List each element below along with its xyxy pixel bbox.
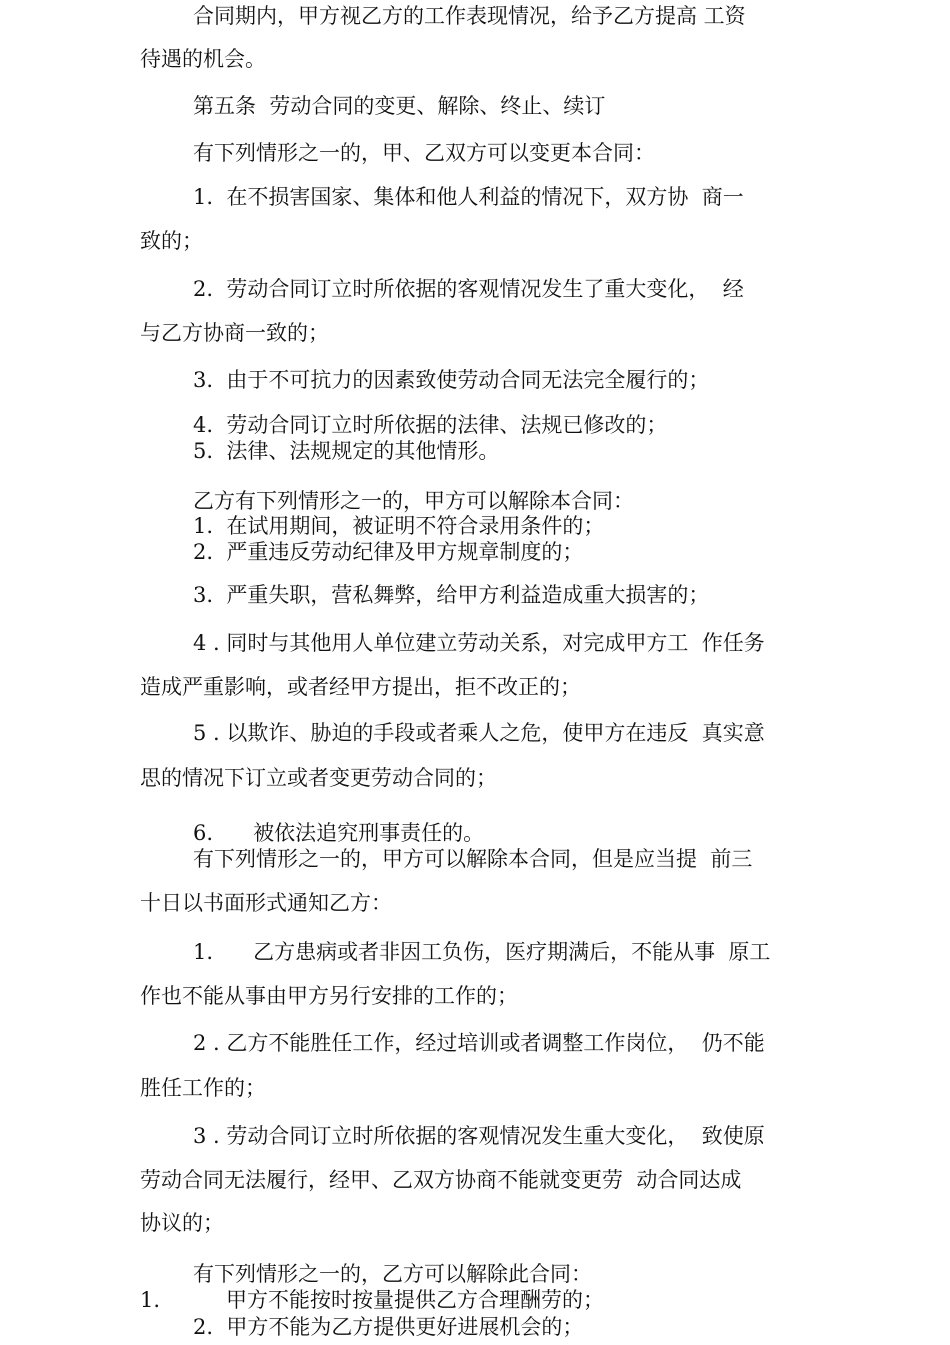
list-item: 1. 在试用期间，被证明不符合录用条件的； bbox=[193, 514, 605, 538]
list-item-continuation: 作也不能从事由甲方另行安排的工作的； bbox=[140, 984, 518, 1008]
list-item: 3 . 劳动合同订立时所依据的客观情况发生重大变化， 致使原 bbox=[193, 1124, 765, 1148]
list-item: 4 . 同时与其他用人单位建立劳动关系，对完成甲方工 作任务 bbox=[193, 631, 765, 655]
list-item: 3. 严重失职，营私舞弊，给甲方利益造成重大损害的； bbox=[193, 583, 710, 607]
paragraph-line: 有下列情形之一的，甲、乙双方可以变更本合同： bbox=[193, 141, 655, 165]
paragraph-line: 乙方有下列情形之一的，甲方可以解除本合同： bbox=[193, 489, 634, 513]
list-item-continuation: 劳动合同无法履行，经甲、乙双方协商不能就变更劳 动合同达成 bbox=[140, 1168, 742, 1192]
list-item: 5. 法律、法规规定的其他情形。 bbox=[193, 439, 500, 463]
list-item-continuation: 协议的； bbox=[140, 1211, 224, 1235]
list-item: 2. 严重违反劳动纪律及甲方规章制度的； bbox=[193, 540, 584, 564]
list-item: 1. 乙方患病或者非因工负伤，医疗期满后，不能从事 原工 bbox=[193, 940, 771, 964]
list-item: 4. 劳动合同订立时所依据的法律、法规已修改的； bbox=[193, 413, 668, 437]
list-item: 2 . 乙方不能胜任工作，经过培训或者调整工作岗位， 仍不能 bbox=[193, 1031, 765, 1055]
list-item: 甲方不能按时按量提供乙方合理酬劳的； bbox=[226, 1288, 604, 1312]
list-item: 3. 由于不可抗力的因素致使劳动合同无法完全履行的； bbox=[193, 368, 710, 392]
list-item-continuation: 思的情况下订立或者变更劳动合同的； bbox=[140, 766, 497, 790]
paragraph-line: 有下列情形之一的，乙方可以解除此合同： bbox=[193, 1262, 592, 1286]
list-item: 2. 甲方不能为乙方提供更好进展机会的； bbox=[193, 1315, 584, 1339]
paragraph-line: 有下列情形之一的，甲方可以解除本合同，但是应当提 前三 bbox=[193, 847, 753, 871]
list-item-continuation: 致的； bbox=[140, 229, 203, 253]
list-item-continuation: 与乙方协商一致的； bbox=[140, 321, 329, 345]
paragraph-line: 合同期内，甲方视乙方的工作表现情况，给予乙方提高 工资 bbox=[193, 4, 746, 28]
list-item-continuation: 胜任工作的； bbox=[140, 1076, 266, 1100]
list-item-continuation: 造成严重影响，或者经甲方提出，拒不改正的； bbox=[140, 675, 581, 699]
section-heading: 第五条 劳动合同的变更、解除、终止、续订 bbox=[193, 94, 606, 118]
list-item: 2. 劳动合同订立时所依据的客观情况发生了重大变化， 经 bbox=[193, 277, 744, 301]
list-item-number: 1. bbox=[140, 1288, 161, 1312]
list-item: 6. 被依法追究刑事责任的。 bbox=[193, 821, 485, 845]
paragraph-line: 十日以书面形式通知乙方： bbox=[140, 891, 392, 915]
list-item: 1. 在不损害国家、集体和他人利益的情况下，双方协 商一 bbox=[193, 185, 744, 209]
list-item: 5 . 以欺诈、胁迫的手段或者乘人之危，使甲方在违反 真实意 bbox=[193, 721, 765, 745]
paragraph-line: 待遇的机会。 bbox=[140, 47, 266, 71]
